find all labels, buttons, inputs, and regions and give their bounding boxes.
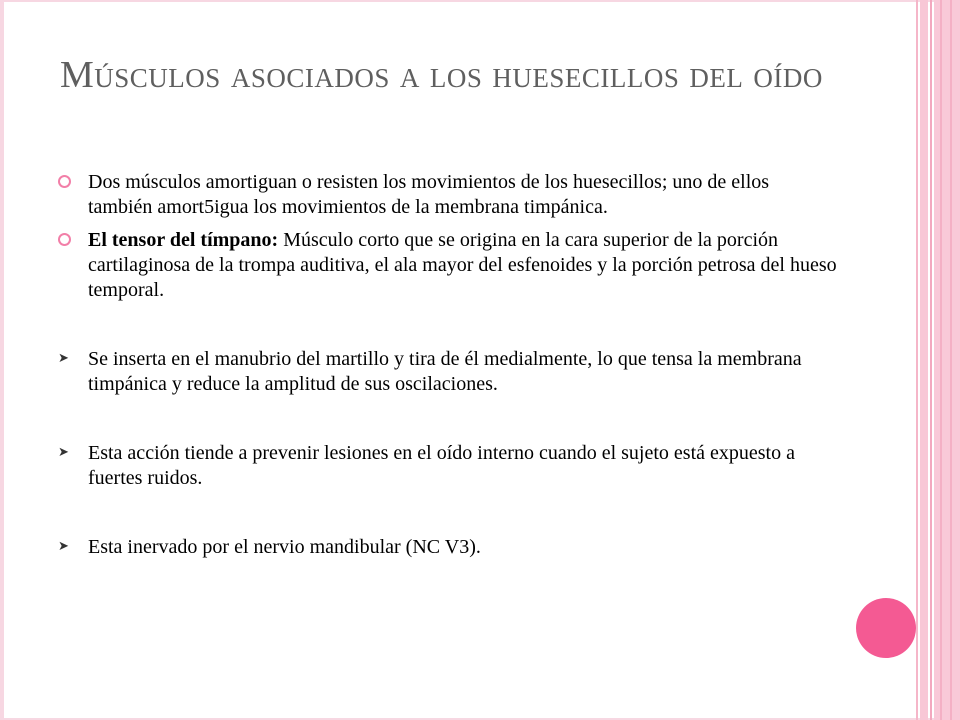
arrow-bullet-icon: ➤ xyxy=(58,539,69,554)
slide-title: Músculos asociados a los huesecillos del oído xyxy=(60,54,823,96)
decorative-stripes xyxy=(916,0,960,720)
bullet-bold-text: El tensor del tímpano: xyxy=(88,229,279,251)
stripe xyxy=(940,0,942,720)
bullet-text: Esta acción tiende a prevenir lesiones en el oído interno cuando el sujeto está expuesto a fuertes ruidos. xyxy=(88,442,795,489)
arrow-bullet-icon: ➤ xyxy=(58,445,69,460)
bullet-item xyxy=(58,228,838,303)
bullet-item xyxy=(58,170,838,220)
arrow-bullet-icon: ➤ xyxy=(58,351,69,366)
bullet-text: Músculo corto que se origina en la cara superior de la porción cartilaginosa de la trompa auditiva, el ala mayor del esfenoides y la porción petrosa del hueso temporal. xyxy=(88,229,837,301)
stripe xyxy=(934,0,960,720)
bullet-text: Se inserta en el manubrio del martillo y tira de él medialmente, lo que tensa la membrana timpánica y reduce la amplitud de sus oscilaciones. xyxy=(88,348,802,395)
stripe xyxy=(920,0,928,720)
bullet-item xyxy=(58,347,838,397)
stripe xyxy=(950,0,952,720)
bullet-item xyxy=(58,535,838,560)
bullet-item xyxy=(58,441,838,491)
bullet-text: Dos músculos amortiguan o resisten los movimientos de los huesecillos; uno de ellos también amort5igua los movimientos de la membrana timpánica. xyxy=(88,171,770,218)
stripe xyxy=(916,0,918,720)
ring-bullet-icon xyxy=(58,175,72,189)
stripe xyxy=(930,0,932,720)
bullet-text: Esta inervado por el nervio mandibular (NC V3). xyxy=(88,536,481,558)
ring-bullet-icon xyxy=(58,233,72,247)
decorative-circle xyxy=(856,598,916,658)
bullet-list xyxy=(58,170,838,560)
